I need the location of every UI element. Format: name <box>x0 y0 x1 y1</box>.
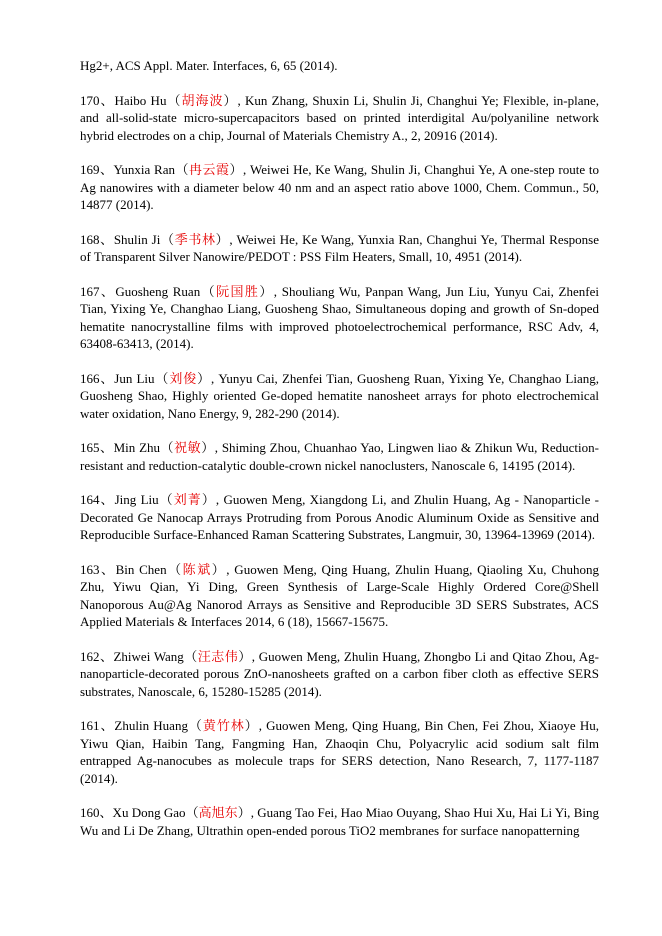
entry-chinese-name: 陈斌 <box>182 561 212 577</box>
entry-chinese-name: 祝敏 <box>174 440 202 455</box>
entry-chinese-name: 高旭东 <box>198 805 238 820</box>
entry-text-pre: 169、Yunxia Ran（ <box>80 162 189 177</box>
entry-text-post: ）, Guowen Meng, Zhulin Huang, Zhongbo Li and Qitao Zhou, Ag-nanoparticle-decorated porous ZnO-nanosheets grafted on a carbon fiber cloth as effective SERS substrates, Nanoscale, 6, 15280-15285 (2014). <box>80 648 599 699</box>
entry-text-pre: 163、Bin Chen（ <box>80 561 183 577</box>
reference-entry-167 <box>80 283 599 353</box>
reference-entry-161 <box>80 717 599 787</box>
entry-text-post: ）, Guowen Meng, Xiangdong Li, and Zhulin Huang, Ag - Nanoparticle - Decorated Ge Nanocap Arrays Protruding from Porous Anodic Aluminum Oxide as Sensitive and Reproducible Surface-Enhanced Raman Scattering Substrates, Langmuir, 30, 13964-13969 (2014). <box>80 492 599 542</box>
entry-text-pre: 166、Jun Liu（ <box>80 370 170 386</box>
reference-entry-168 <box>80 231 599 266</box>
entry-text-post: ）, Guang Tao Fei, Hao Miao Ouyang, Shao Hui Xu, Hai Li Yi, Bing Wu and Li De Zhang, Ultrathin open-ended porous TiO2 membranes for surface nanopatterning <box>80 805 599 838</box>
entry-text-post: ）, Kun Zhang, Shuxin Li, Shulin Ji, Changhui Ye; Flexible, in-plane, and all-solid-state micro-supercapacitors based on printed interdigital Au/polyaniline network hybrid electrodes on a chip, Journal of Materials Chemistry A., 2, 20916 (2014). <box>80 92 599 143</box>
reference-entry-164 <box>80 491 599 544</box>
reference-entry-170 <box>80 92 599 145</box>
entry-text-post: ）, Shiming Zhou, Chuanhao Yao, Lingwen liao & Zhikun Wu, Reduction-resistant and reduction-catalytic double-crown nickel nanoclusters, Nanoscale 6, 14195 (2014). <box>80 440 599 473</box>
reference-entry-166 <box>80 370 599 423</box>
entry-chinese-name: 冉云霞 <box>189 162 230 177</box>
reference-entry-163 <box>80 561 599 631</box>
entry-text-post: ）, Guowen Meng, Qing Huang, Zhulin Huang, Qiaoling Xu, Chuhong Zhu, Yiwu Qian, Yi Ding, Green Synthesis of Large-Scale Highly Ordered Core@Shell Nanoporous Au@Ag Nanorod Arrays as Sensitive and Reproducible 3D SERS Substrates, ACS Applied Materials & Interfaces 2014, 6 (18), 15667-15675. <box>80 561 599 629</box>
entry-chinese-name: 黄竹林 <box>202 718 245 733</box>
entry-text-pre: 165、Min Zhu（ <box>80 440 175 455</box>
entry-text-post: ）, Yunyu Cai, Zhenfei Tian, Guosheng Ruan, Yixing Ye, Changhao Liang, Guosheng Shao, Highly oriented Ge-doped hematite nanosheet arrays for photo electrochemical water oxidation, Nano Energy, 9, 282-290 (2014). <box>80 370 599 421</box>
reference-entry-162 <box>80 648 599 701</box>
entry-chinese-name: 汪志伟 <box>197 648 239 664</box>
entry-text-post: ）, Guowen Meng, Qing Huang, Bin Chen, Fei Zhou, Xiaoye Hu, Yiwu Qian, Haibin Tang, Fangming Han, Zhaoqin Chu, Polyacrylic acid sodium salt film entrapped Ag-nanocubes as molecule traps for SERS detection, Nano Research, 7, 1177-1187 (2014). <box>80 718 599 786</box>
entry-chinese-name: 刘菁 <box>173 492 202 507</box>
reference-entry-169 <box>80 161 599 214</box>
entry-text-pre: 160、Xu Dong Gao（ <box>80 805 199 820</box>
entry-text-pre: 167、Guosheng Ruan（ <box>80 283 217 299</box>
entry-text-pre: 170、Haibo Hu（ <box>80 92 182 108</box>
entry-text-pre: 161、Zhulin Huang（ <box>80 718 203 733</box>
reference-entry-160 <box>80 804 599 839</box>
entry-chinese-name: 季书林 <box>174 231 216 247</box>
entry-chinese-name: 刘俊 <box>169 370 198 386</box>
page-top-continuation-line: Hg2+, ACS Appl. Mater. Interfaces, 6, 65 (2014). <box>80 58 338 73</box>
entry-text-post: ）, Weiwei He, Ke Wang, Yunxia Ran, Changhui Ye, Thermal Response of Transparent Silver Nanowire/PEDOT : PSS Film Heaters, Small, 10, 4951 (2014). <box>80 231 599 264</box>
entry-text-pre: 164、Jing Liu（ <box>80 492 174 507</box>
entry-chinese-name: 胡海波 <box>181 92 224 108</box>
reference-entry-165 <box>80 439 599 474</box>
entry-text-pre: 168、Shulin Ji（ <box>80 231 175 247</box>
entry-text-pre: 162、Zhiwei Wang（ <box>80 648 198 664</box>
entry-text-post: ）, Weiwei He, Ke Wang, Shulin Ji, Changhui Ye, A one-step route to Ag nanowires with a diameter below 40 nm and an aspect ratio above 1000, Chem. Commun., 50, 14877 (2014). <box>80 162 599 212</box>
entry-chinese-name: 阮国胜 <box>216 283 260 299</box>
entry-text-post: ）, Shouliang Wu, Panpan Wang, Jun Liu, Yunyu Cai, Zhenfei Tian, Yixing Ye, Changhao Liang, Guosheng Shao, Simultaneous doping and growth of Sn-doped hematite nanocrystalline films with improved photoelectrochemical performance, RSC Adv, 4, 63408-63413, (2014). <box>80 283 599 351</box>
